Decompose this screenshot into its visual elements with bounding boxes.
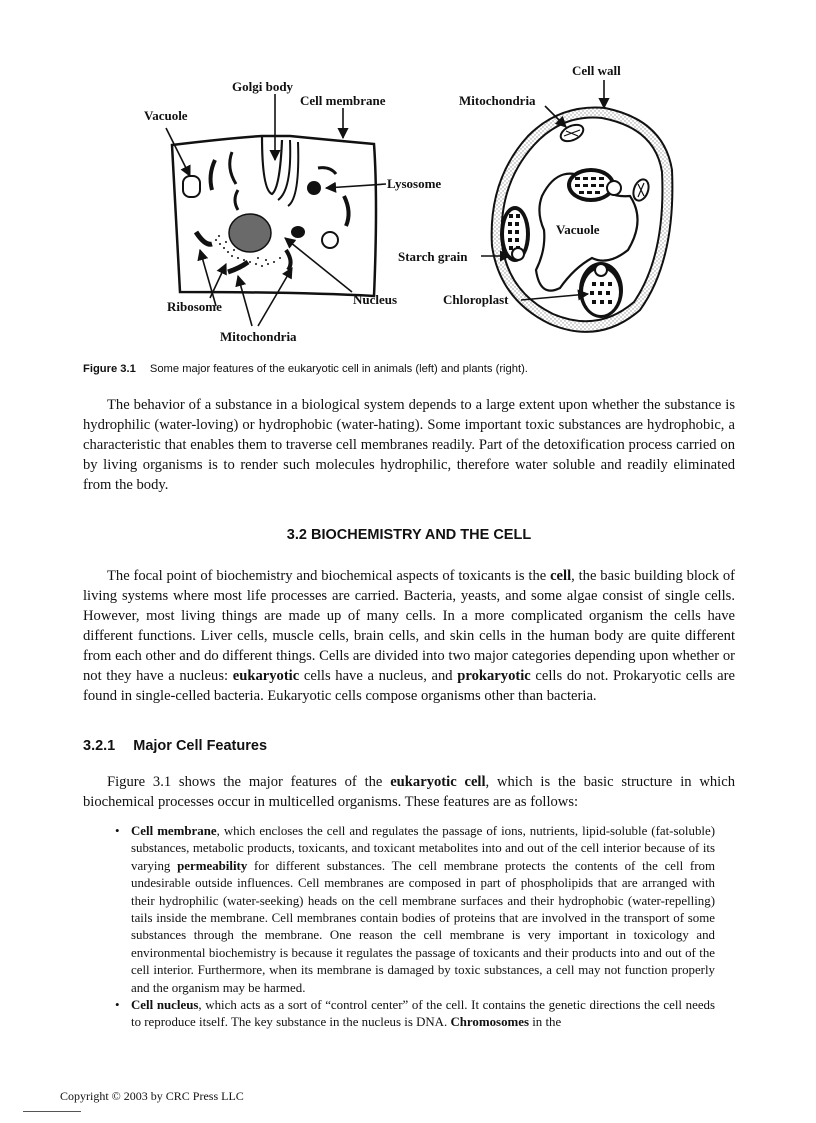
label-vacuole-animal: Vacuole <box>144 108 188 123</box>
subsection-title: Major Cell Features <box>133 738 268 754</box>
caption-text: Some major features of the eukaryotic cell in animals (left) and plants (right). <box>149 363 528 375</box>
animal-cell <box>144 79 441 344</box>
chloroplast-2 <box>500 206 530 262</box>
label-lysosome: Lysosome <box>387 176 442 191</box>
label-mitochondria-plant: Mitochondria <box>459 93 536 108</box>
figure-3-1 <box>120 58 720 358</box>
text-run: in the <box>529 1015 562 1030</box>
text-run: cells have a nucleus, and <box>299 668 458 684</box>
footer-rule <box>23 1111 81 1112</box>
label-nucleus: Nucleus <box>353 292 398 307</box>
label-mitochondria-animal: Mitochondria <box>220 329 297 344</box>
bold-term-eukaryotic: eukaryotic <box>232 668 300 684</box>
bullet-dot: • <box>115 998 120 1013</box>
bold-term-cell: cell <box>550 568 572 584</box>
caption-label: Figure 3.1 <box>83 363 136 375</box>
list-item-cell-membrane <box>115 823 715 997</box>
text-run: for different substances. The cell membrane protects the contents of the cell from undesirable outside influences. Cell membranes are composed in part of phospholipids that are arranged with their hydrophilic (water-seeking) heads on the cell membrane surfaces and their hydrophobic (water-repelling) tails inside the membrane. Cell membranes contain bodies of proteins that are involved in the transport of some substances through the membrane. One reason the cell membrane is very important in toxicology and environmental biochemistry is because it regulates the passage of toxicants and their products into and out of the cell interior. Furthermore, when its membrane is damaged by toxic substances, a cell may not function properly and the organism may be harmed. <box>131 858 715 995</box>
list-item-cell-nucleus <box>115 997 715 1032</box>
label-starch-grain: Starch grain <box>398 249 468 264</box>
paragraph-hydrophilic: The behavior of a substance in a biological system depends to a large extent upon whether the substance is hydrophilic (water-loving) or hydrophobic (water-hating). Some important toxic substances are hydrophobic, a characteristic that enables them to traverse cell membranes readily. Part of the detoxification process carried on by living organisms is to render such molecules hydrophilic, therefore water soluble and readily eliminated from the body. <box>83 397 735 493</box>
text-run: The focal point of biochemistry and biochemical aspects of toxicants is the <box>107 568 551 584</box>
subsection-number: 3.2.1 <box>83 738 116 754</box>
animal-cell-membrane <box>172 136 376 296</box>
bullet-dot: • <box>115 824 120 838</box>
bold-term: Cell nucleus <box>131 998 199 1013</box>
text-run: , which is the basic structure in which biochemical processes occur in multicelled organisms. These features are as follows: <box>83 774 735 810</box>
label-chloroplast: Chloroplast <box>443 292 509 307</box>
bold-term-prokaryotic: prokaryotic <box>457 668 531 684</box>
plant-cell <box>398 63 672 332</box>
bold-term: permeability <box>177 858 248 873</box>
section-heading: 3.2 BIOCHEMISTRY AND THE CELL <box>286 527 532 543</box>
feature-list <box>115 823 715 1032</box>
text-run: cells do not. Prokaryotic cells are found in single-celled bacteria. Eukaryotic cells compose organisms other than bacteria. <box>83 668 735 704</box>
copyright-footer: Copyright © 2003 by CRC Press LLC <box>60 1089 244 1103</box>
paragraph-cell <box>83 566 735 706</box>
label-vacuole-plant: Vacuole <box>556 222 600 237</box>
paragraph-features <box>83 772 735 812</box>
nucleus-shape <box>229 214 271 252</box>
bold-term-eukaryotic-cell: eukaryotic cell <box>390 774 486 790</box>
figure-caption <box>83 363 743 375</box>
text-run: , the basic building block of living systems where most life processes are carried. Bacteria, yeasts, and some algae consist of single cells. However, most living things are made up of many cells. In a more complicated organism the cells have different functions. Liver cells, muscle cells, brain cells, and skin cells in the human body are quite different from each other and do different things. Cells are divided into two major categories depending upon whether or not they have a nucleus: <box>83 568 735 684</box>
label-golgi-body: Golgi body <box>232 79 294 94</box>
label-ribosome: Ribosome <box>167 299 222 314</box>
bold-term: Cell membrane <box>131 824 217 838</box>
label-cell-wall: Cell wall <box>572 63 621 78</box>
text-run: , which encloses the cell and regulates the passage of ions, nutrients, lipid-soluble (fat-soluble) substances, metabolic products, toxicants, and toxicant metabolites into and out of the cell interior because of its varying <box>131 824 716 873</box>
lysosome-shape <box>307 181 321 195</box>
text-run: , which acts as a sort of “control center” of the cell. It contains the genetic directions the cell needs to reproduce itself. The key substance in the nucleus is DNA. <box>131 998 715 1030</box>
animal-vacuole <box>183 176 200 197</box>
bold-term: Chromosomes <box>450 1015 529 1030</box>
chloroplast-3 <box>579 262 623 318</box>
text-run: Figure 3.1 shows the major features of the <box>107 774 391 790</box>
label-cell-membrane: Cell membrane <box>300 93 386 108</box>
cell-diagram <box>120 58 720 358</box>
subsection-heading <box>83 738 267 754</box>
